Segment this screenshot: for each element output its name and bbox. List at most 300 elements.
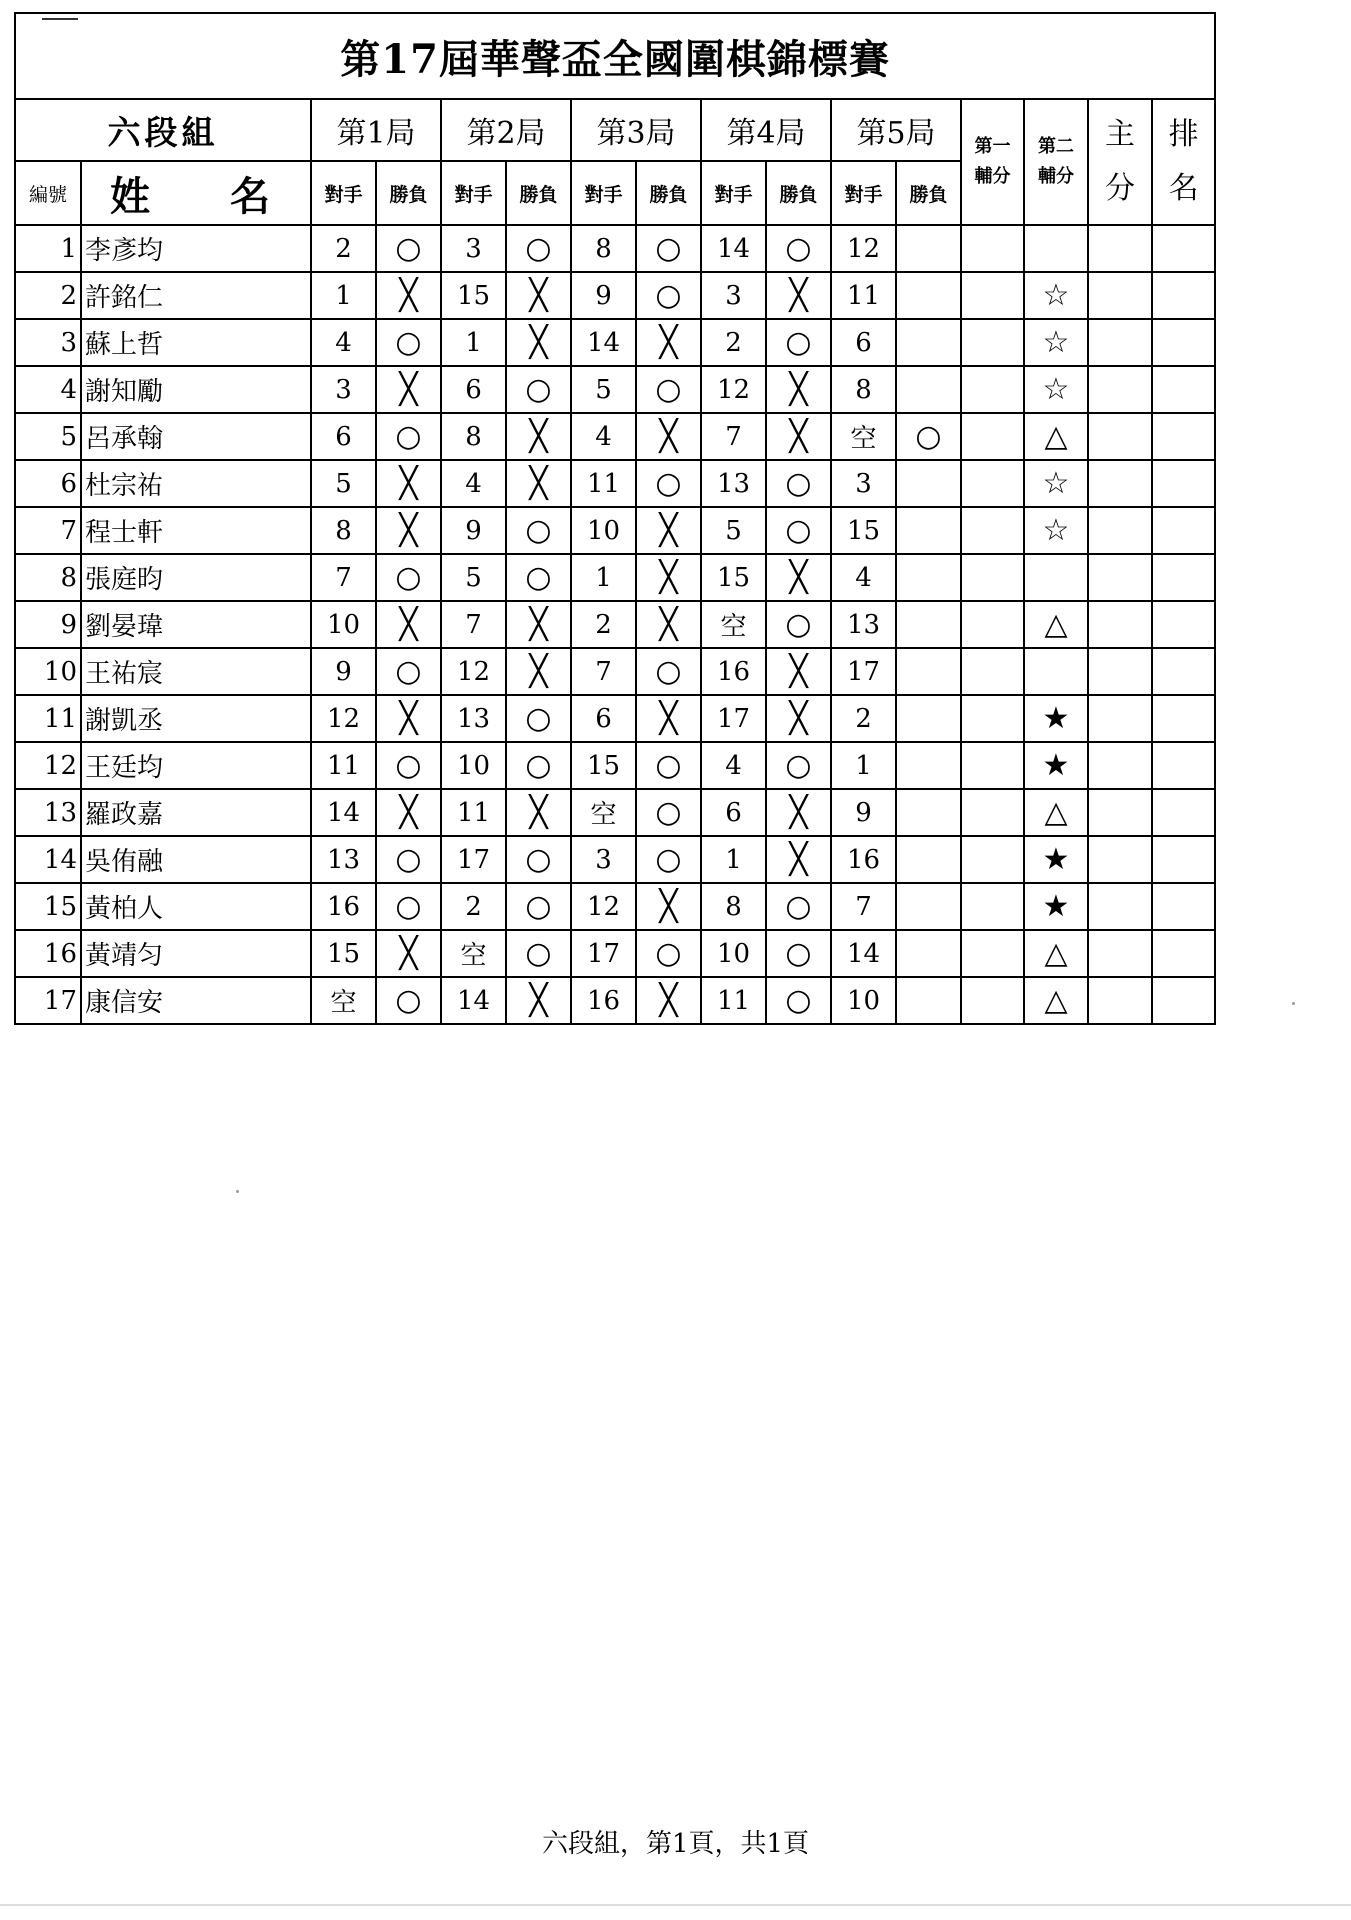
table-row: [15, 272, 1215, 319]
result-cell-round-3: ○: [636, 742, 701, 789]
result-cell-round-4: ○: [766, 601, 831, 648]
table-row: [15, 883, 1215, 930]
aux-score-2-cell: ☆: [1024, 366, 1088, 413]
result-cell-round-3: ○: [636, 460, 701, 507]
opponent-cell-round-1: 15: [311, 930, 376, 977]
aux-score-1-cell: [961, 601, 1024, 648]
result-cell-round-4: ╳: [766, 836, 831, 883]
scan-edge-line: [0, 1904, 1351, 1906]
result-cell-round-5: [896, 836, 961, 883]
page-title: 第17屆華聲盃全國圍棋錦標賽: [15, 13, 1215, 99]
rank-cell: [1152, 789, 1215, 836]
number-header: 編號: [15, 161, 81, 225]
main-score-cell: [1088, 836, 1152, 883]
opponent-cell-round-2: 12: [441, 648, 506, 695]
opponent-cell-round-4: 5: [701, 507, 766, 554]
main-score-cell: [1088, 648, 1152, 695]
aux-score-2-cell: △: [1024, 601, 1088, 648]
aux-score-1-cell: [961, 272, 1024, 319]
aux-score-2-cell: △: [1024, 977, 1088, 1024]
opponent-cell-round-3: 16: [571, 977, 636, 1024]
player-name: 許銘仁: [81, 272, 311, 319]
main-score-cell: [1088, 225, 1152, 272]
result-cell-round-1: ╳: [376, 789, 441, 836]
result-cell-round-2: ○: [506, 883, 571, 930]
opponent-cell-round-1: 9: [311, 648, 376, 695]
table-row: [15, 977, 1215, 1024]
result-cell-round-4: ○: [766, 319, 831, 366]
player-number: 10: [15, 648, 81, 695]
opponent-cell-round-1: 空: [311, 977, 376, 1024]
player-name: 黃柏人: [81, 883, 311, 930]
player-name: 康信安: [81, 977, 311, 1024]
result-header-3: 勝負: [636, 161, 701, 225]
result-cell-round-3: ○: [636, 648, 701, 695]
main-score-header-line1: 主: [1105, 117, 1135, 152]
result-cell-round-5: [896, 272, 961, 319]
opponent-cell-round-3: 12: [571, 883, 636, 930]
result-cell-round-5: [896, 319, 961, 366]
player-name: 王廷均: [81, 742, 311, 789]
main-score-cell: [1088, 742, 1152, 789]
scan-speck: [1292, 1002, 1295, 1005]
opponent-cell-round-5: 12: [831, 225, 896, 272]
aux-score-1-cell: [961, 554, 1024, 601]
result-cell-round-2: ╳: [506, 648, 571, 695]
opponent-cell-round-4: 7: [701, 413, 766, 460]
opponent-cell-round-3: 6: [571, 695, 636, 742]
main-score-cell: [1088, 507, 1152, 554]
opponent-cell-round-5: 11: [831, 272, 896, 319]
player-number: 5: [15, 413, 81, 460]
table-row: [15, 225, 1215, 272]
opponent-cell-round-4: 13: [701, 460, 766, 507]
result-cell-round-5: [896, 883, 961, 930]
result-cell-round-5: [896, 648, 961, 695]
opponent-cell-round-1: 11: [311, 742, 376, 789]
rank-cell: [1152, 319, 1215, 366]
rank-cell: [1152, 272, 1215, 319]
player-number: 3: [15, 319, 81, 366]
result-cell-round-3: ○: [636, 930, 701, 977]
player-name: 謝知勵: [81, 366, 311, 413]
opponent-cell-round-5: 1: [831, 742, 896, 789]
result-cell-round-4: ○: [766, 883, 831, 930]
result-cell-round-1: ○: [376, 648, 441, 695]
main-score-cell: [1088, 977, 1152, 1024]
opponent-cell-round-3: 1: [571, 554, 636, 601]
result-cell-round-4: ╳: [766, 554, 831, 601]
opponent-cell-round-1: 10: [311, 601, 376, 648]
result-cell-round-1: ╳: [376, 507, 441, 554]
aux-score-2-cell: ☆: [1024, 460, 1088, 507]
opponent-cell-round-4: 10: [701, 930, 766, 977]
result-cell-round-1: ╳: [376, 695, 441, 742]
main-score-cell: [1088, 366, 1152, 413]
result-cell-round-4: ╳: [766, 272, 831, 319]
rank-cell: [1152, 742, 1215, 789]
aux-score-2-cell: △: [1024, 930, 1088, 977]
player-number: 1: [15, 225, 81, 272]
opponent-header-2: 對手: [441, 161, 506, 225]
aux-score-2-header-line2: 輔分: [1038, 166, 1074, 187]
aux-score-1-header-line2: 輔分: [974, 166, 1011, 187]
aux-score-2-cell: ★: [1024, 742, 1088, 789]
rank-cell: [1152, 648, 1215, 695]
player-name: 羅政嘉: [81, 789, 311, 836]
opponent-cell-round-3: 7: [571, 648, 636, 695]
result-cell-round-3: ╳: [636, 883, 701, 930]
aux-score-2-cell: [1024, 225, 1088, 272]
result-cell-round-3: ╳: [636, 977, 701, 1024]
opponent-cell-round-5: 6: [831, 319, 896, 366]
opponent-cell-round-3: 17: [571, 930, 636, 977]
player-number: 6: [15, 460, 81, 507]
main-score-cell: [1088, 930, 1152, 977]
opponent-cell-round-3: 3: [571, 836, 636, 883]
result-cell-round-1: ╳: [376, 460, 441, 507]
result-cell-round-5: [896, 601, 961, 648]
main-score-cell: [1088, 272, 1152, 319]
result-cell-round-2: ○: [506, 366, 571, 413]
rank-cell: [1152, 695, 1215, 742]
result-cell-round-1: ○: [376, 554, 441, 601]
opponent-cell-round-2: 17: [441, 836, 506, 883]
main-score-cell: [1088, 554, 1152, 601]
main-score-header: [1088, 99, 1152, 225]
player-name: 黃靖匀: [81, 930, 311, 977]
opponent-cell-round-4: 17: [701, 695, 766, 742]
result-cell-round-4: ○: [766, 742, 831, 789]
player-number: 12: [15, 742, 81, 789]
player-name: 王祐宸: [81, 648, 311, 695]
aux-score-2-cell: [1024, 648, 1088, 695]
opponent-cell-round-4: 16: [701, 648, 766, 695]
table-row: [15, 742, 1215, 789]
opponent-cell-round-1: 5: [311, 460, 376, 507]
player-name: 劉晏瑋: [81, 601, 311, 648]
player-number: 13: [15, 789, 81, 836]
main-score-cell: [1088, 460, 1152, 507]
table-row: [15, 789, 1215, 836]
opponent-cell-round-5: 9: [831, 789, 896, 836]
table-row: [15, 695, 1215, 742]
result-cell-round-3: ○: [636, 272, 701, 319]
result-cell-round-1: ○: [376, 225, 441, 272]
aux-score-1-cell: [961, 930, 1024, 977]
opponent-cell-round-2: 5: [441, 554, 506, 601]
result-cell-round-5: [896, 930, 961, 977]
result-cell-round-4: ○: [766, 225, 831, 272]
aux-score-2-cell: ★: [1024, 695, 1088, 742]
opponent-cell-round-4: 8: [701, 883, 766, 930]
opponent-cell-round-5: 8: [831, 366, 896, 413]
opponent-cell-round-2: 空: [441, 930, 506, 977]
opponent-header-3: 對手: [571, 161, 636, 225]
round-header-4: 第4局: [701, 99, 831, 161]
result-cell-round-4: ○: [766, 460, 831, 507]
player-number: 2: [15, 272, 81, 319]
name-header: [81, 161, 311, 225]
aux-score-1-cell: [961, 977, 1024, 1024]
opponent-cell-round-4: 3: [701, 272, 766, 319]
result-cell-round-1: ○: [376, 977, 441, 1024]
name-header-first: 姓: [110, 172, 150, 220]
player-name: 張庭昀: [81, 554, 311, 601]
opponent-cell-round-1: 13: [311, 836, 376, 883]
table-row: [15, 319, 1215, 366]
player-number: 11: [15, 695, 81, 742]
result-cell-round-4: ○: [766, 507, 831, 554]
result-cell-round-3: ╳: [636, 319, 701, 366]
result-cell-round-2: ○: [506, 225, 571, 272]
result-cell-round-1: ╳: [376, 366, 441, 413]
aux-score-2-cell: ☆: [1024, 319, 1088, 366]
rank-cell: [1152, 366, 1215, 413]
result-cell-round-2: ○: [506, 554, 571, 601]
result-cell-round-1: ○: [376, 742, 441, 789]
aux-score-2-header: [1024, 99, 1088, 225]
aux-score-1-cell: [961, 460, 1024, 507]
opponent-cell-round-5: 14: [831, 930, 896, 977]
opponent-cell-round-5: 17: [831, 648, 896, 695]
result-cell-round-2: ╳: [506, 272, 571, 319]
result-cell-round-3: ○: [636, 366, 701, 413]
player-name: 吳侑融: [81, 836, 311, 883]
opponent-cell-round-1: 16: [311, 883, 376, 930]
scan-speck: [236, 1190, 239, 1193]
aux-score-1-cell: [961, 319, 1024, 366]
opponent-cell-round-3: 14: [571, 319, 636, 366]
aux-score-2-cell: [1024, 554, 1088, 601]
rank-cell: [1152, 883, 1215, 930]
player-name: 程士軒: [81, 507, 311, 554]
result-cell-round-1: ○: [376, 413, 441, 460]
result-cell-round-1: ○: [376, 836, 441, 883]
player-name: 呂承翰: [81, 413, 311, 460]
opponent-cell-round-2: 15: [441, 272, 506, 319]
table-row: [15, 601, 1215, 648]
opponent-cell-round-2: 11: [441, 789, 506, 836]
opponent-cell-round-5: 10: [831, 977, 896, 1024]
opponent-cell-round-5: 4: [831, 554, 896, 601]
aux-score-2-cell: ★: [1024, 883, 1088, 930]
main-score-cell: [1088, 601, 1152, 648]
result-cell-round-1: ○: [376, 883, 441, 930]
player-number: 15: [15, 883, 81, 930]
result-cell-round-3: ╳: [636, 554, 701, 601]
rank-cell: [1152, 507, 1215, 554]
opponent-cell-round-2: 7: [441, 601, 506, 648]
aux-score-1-cell: [961, 695, 1024, 742]
opponent-cell-round-2: 6: [441, 366, 506, 413]
result-cell-round-2: ○: [506, 836, 571, 883]
rank-header: [1152, 99, 1215, 225]
result-cell-round-5: [896, 977, 961, 1024]
result-cell-round-1: ╳: [376, 601, 441, 648]
opponent-cell-round-2: 9: [441, 507, 506, 554]
table-row: [15, 366, 1215, 413]
opponent-cell-round-1: 2: [311, 225, 376, 272]
table-row: [15, 836, 1215, 883]
player-number: 9: [15, 601, 81, 648]
rank-cell: [1152, 413, 1215, 460]
result-cell-round-1: ○: [376, 319, 441, 366]
round-header-1: 第1局: [311, 99, 441, 161]
result-cell-round-3: ○: [636, 225, 701, 272]
result-cell-round-4: ╳: [766, 789, 831, 836]
opponent-cell-round-2: 14: [441, 977, 506, 1024]
opponent-cell-round-2: 8: [441, 413, 506, 460]
player-number: 7: [15, 507, 81, 554]
result-header-2: 勝負: [506, 161, 571, 225]
result-cell-round-4: ○: [766, 930, 831, 977]
opponent-cell-round-3: 空: [571, 789, 636, 836]
result-cell-round-5: [896, 789, 961, 836]
opponent-cell-round-1: 3: [311, 366, 376, 413]
opponent-cell-round-3: 8: [571, 225, 636, 272]
player-name: 謝凱丞: [81, 695, 311, 742]
result-cell-round-2: ╳: [506, 319, 571, 366]
opponent-cell-round-4: 2: [701, 319, 766, 366]
player-number: 8: [15, 554, 81, 601]
result-cell-round-4: ╳: [766, 366, 831, 413]
name-header-last: 名: [230, 172, 270, 220]
result-cell-round-2: ○: [506, 507, 571, 554]
main-score-cell: [1088, 789, 1152, 836]
group-label: 六段組: [15, 99, 311, 161]
opponent-cell-round-5: 3: [831, 460, 896, 507]
result-cell-round-3: ╳: [636, 507, 701, 554]
main-score-cell: [1088, 413, 1152, 460]
opponent-header-4: 對手: [701, 161, 766, 225]
aux-score-1-cell: [961, 836, 1024, 883]
opponent-cell-round-1: 6: [311, 413, 376, 460]
result-cell-round-2: ╳: [506, 460, 571, 507]
opponent-cell-round-2: 4: [441, 460, 506, 507]
result-cell-round-2: ○: [506, 930, 571, 977]
rank-cell: [1152, 601, 1215, 648]
opponent-cell-round-1: 1: [311, 272, 376, 319]
result-header-5: 勝負: [896, 161, 961, 225]
player-number: 17: [15, 977, 81, 1024]
result-cell-round-2: ╳: [506, 413, 571, 460]
aux-score-1-cell: [961, 366, 1024, 413]
aux-score-1-header-line1: 第一: [974, 136, 1011, 157]
result-cell-round-3: ╳: [636, 601, 701, 648]
opponent-cell-round-3: 9: [571, 272, 636, 319]
result-header-1: 勝負: [376, 161, 441, 225]
opponent-cell-round-4: 4: [701, 742, 766, 789]
opponent-cell-round-3: 5: [571, 366, 636, 413]
aux-score-2-cell: ★: [1024, 836, 1088, 883]
aux-score-1-header: [961, 99, 1024, 225]
opponent-cell-round-2: 10: [441, 742, 506, 789]
opponent-cell-round-2: 3: [441, 225, 506, 272]
round-header-3: 第3局: [571, 99, 701, 161]
opponent-cell-round-3: 10: [571, 507, 636, 554]
rank-cell: [1152, 977, 1215, 1024]
opponent-cell-round-5: 2: [831, 695, 896, 742]
opponent-cell-round-1: 7: [311, 554, 376, 601]
result-cell-round-3: ○: [636, 836, 701, 883]
opponent-cell-round-1: 14: [311, 789, 376, 836]
result-cell-round-5: [896, 460, 961, 507]
result-cell-round-5: ○: [896, 413, 961, 460]
result-cell-round-3: ○: [636, 789, 701, 836]
opponent-cell-round-4: 1: [701, 836, 766, 883]
main-score-cell: [1088, 695, 1152, 742]
opponent-cell-round-4: 6: [701, 789, 766, 836]
aux-score-2-header-line1: 第二: [1038, 136, 1074, 157]
aux-score-1-cell: [961, 413, 1024, 460]
main-score-cell: [1088, 319, 1152, 366]
opponent-cell-round-5: 15: [831, 507, 896, 554]
opponent-cell-round-1: 4: [311, 319, 376, 366]
opponent-cell-round-4: 14: [701, 225, 766, 272]
opponent-cell-round-4: 15: [701, 554, 766, 601]
table-row: [15, 648, 1215, 695]
main-score-header-line2: 分: [1105, 171, 1135, 206]
aux-score-1-cell: [961, 742, 1024, 789]
opponent-cell-round-4: 空: [701, 601, 766, 648]
player-number: 14: [15, 836, 81, 883]
opponent-header-5: 對手: [831, 161, 896, 225]
main-score-cell: [1088, 883, 1152, 930]
result-cell-round-1: ╳: [376, 930, 441, 977]
result-cell-round-5: [896, 366, 961, 413]
result-cell-round-5: [896, 225, 961, 272]
player-name: 蘇上哲: [81, 319, 311, 366]
result-cell-round-2: ○: [506, 742, 571, 789]
opponent-cell-round-1: 12: [311, 695, 376, 742]
opponent-cell-round-4: 11: [701, 977, 766, 1024]
result-cell-round-3: ╳: [636, 695, 701, 742]
table-row: [15, 460, 1215, 507]
aux-score-1-cell: [961, 883, 1024, 930]
opponent-cell-round-4: 12: [701, 366, 766, 413]
round-header-5: 第5局: [831, 99, 961, 161]
result-cell-round-4: ╳: [766, 695, 831, 742]
result-cell-round-1: ╳: [376, 272, 441, 319]
aux-score-2-cell: ☆: [1024, 507, 1088, 554]
opponent-cell-round-3: 11: [571, 460, 636, 507]
rank-cell: [1152, 460, 1215, 507]
round-header-2: 第2局: [441, 99, 571, 161]
aux-score-2-cell: △: [1024, 413, 1088, 460]
result-cell-round-2: ╳: [506, 977, 571, 1024]
table-row: [15, 413, 1215, 460]
opponent-cell-round-5: 7: [831, 883, 896, 930]
opponent-cell-round-3: 4: [571, 413, 636, 460]
result-cell-round-4: ○: [766, 977, 831, 1024]
page-footer: 六段組，第1頁，共1頁: [541, 1829, 810, 1859]
aux-score-1-cell: [961, 648, 1024, 695]
opponent-cell-round-2: 2: [441, 883, 506, 930]
opponent-header-1: 對手: [311, 161, 376, 225]
player-name: 杜宗祐: [81, 460, 311, 507]
opponent-cell-round-5: 16: [831, 836, 896, 883]
opponent-cell-round-5: 13: [831, 601, 896, 648]
aux-score-1-cell: [961, 225, 1024, 272]
result-header-4: 勝負: [766, 161, 831, 225]
player-number: 16: [15, 930, 81, 977]
result-cell-round-5: [896, 554, 961, 601]
result-cell-round-5: [896, 507, 961, 554]
opponent-cell-round-5: 空: [831, 413, 896, 460]
table-row: [15, 507, 1215, 554]
opponent-cell-round-2: 13: [441, 695, 506, 742]
